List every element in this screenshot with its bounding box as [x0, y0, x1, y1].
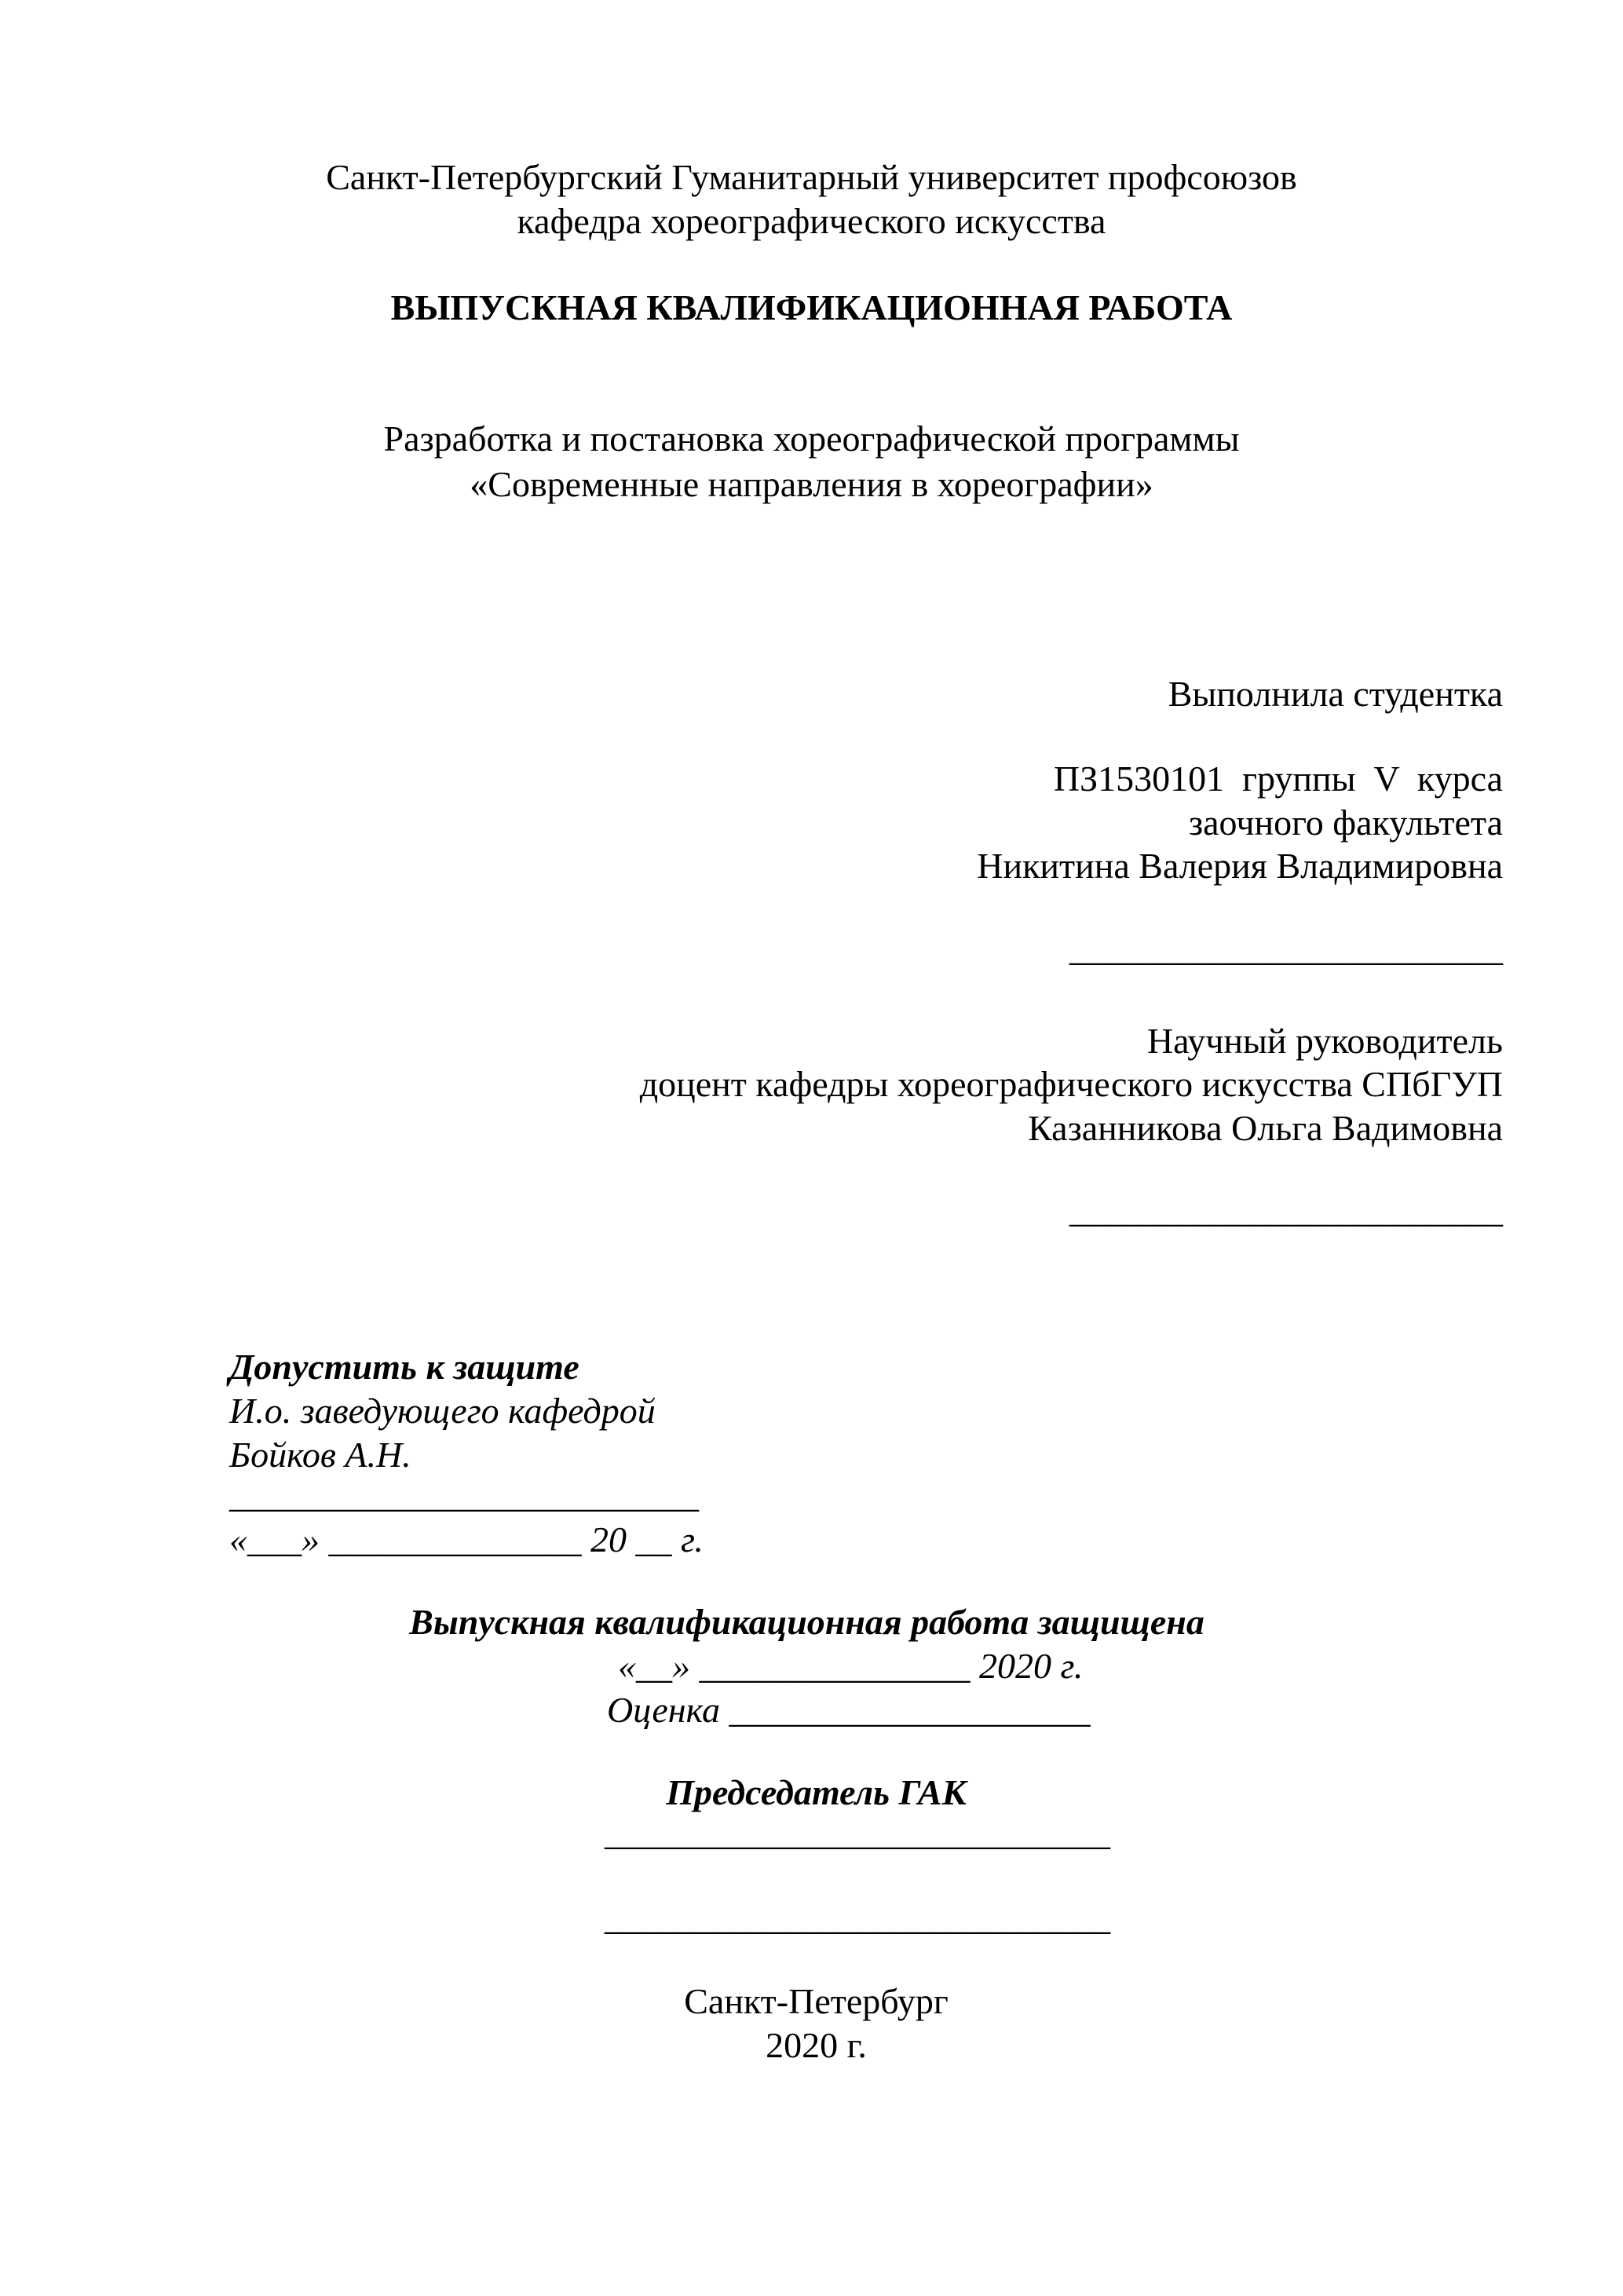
student-signature-line: ________________________	[1069, 928, 1503, 968]
department-name: кафедра хореографического искусства	[517, 201, 1106, 241]
admission-name: Бойков А.Н.	[229, 1435, 411, 1475]
admission-heading: Допустить к защите	[229, 1347, 579, 1387]
footer-year: 2020 г.	[766, 2025, 867, 2065]
admission-signature-line: __________________________	[229, 1475, 699, 1515]
supervisor-position: доцент кафедры хореографического искусства СПбГУП	[639, 1064, 1503, 1104]
footer-city: Санкт-Петербург	[684, 1981, 949, 2021]
topic-line-1: Разработка и постановка хореографической программы	[383, 419, 1240, 459]
student-group: ПЗ1530101 группы V курса	[1053, 759, 1503, 799]
admission-role: И.о. заведующего кафедрой	[229, 1391, 656, 1431]
commission-signature-line-2: ____________________________	[605, 1897, 1110, 1937]
defense-heading: Выпускная квалификационная работа защищена	[409, 1602, 1204, 1642]
supervisor-label: Научный руководитель	[1146, 1021, 1503, 1061]
commission-heading: Председатель ГАК	[666, 1772, 967, 1812]
defense-date-line: «__» _______________ 2020 г.	[618, 1646, 1084, 1686]
student-name: Никитина Валерия Владимировна	[977, 846, 1503, 886]
topic-line-2: «Современные направления в хореографии»	[470, 464, 1153, 504]
student-label: Выполнила студентка	[1168, 674, 1503, 714]
defense-grade-line: Оценка ____________________	[607, 1690, 1091, 1730]
supervisor-name: Казанникова Ольга Вадимовна	[1028, 1108, 1503, 1148]
university-name: Санкт-Петербургский Гуманитарный университет профсоюзов	[326, 157, 1297, 197]
student-faculty: заочного факультета	[1188, 803, 1503, 843]
supervisor-signature-line: ________________________	[1069, 1190, 1503, 1230]
document-type-heading: ВЫПУСКНАЯ КВАЛИФИКАЦИОННАЯ РАБОТА	[390, 287, 1233, 327]
commission-signature-line-1: ____________________________	[605, 1812, 1110, 1852]
admission-date-line: «___» ______________ 20 __ г.	[229, 1519, 704, 1559]
